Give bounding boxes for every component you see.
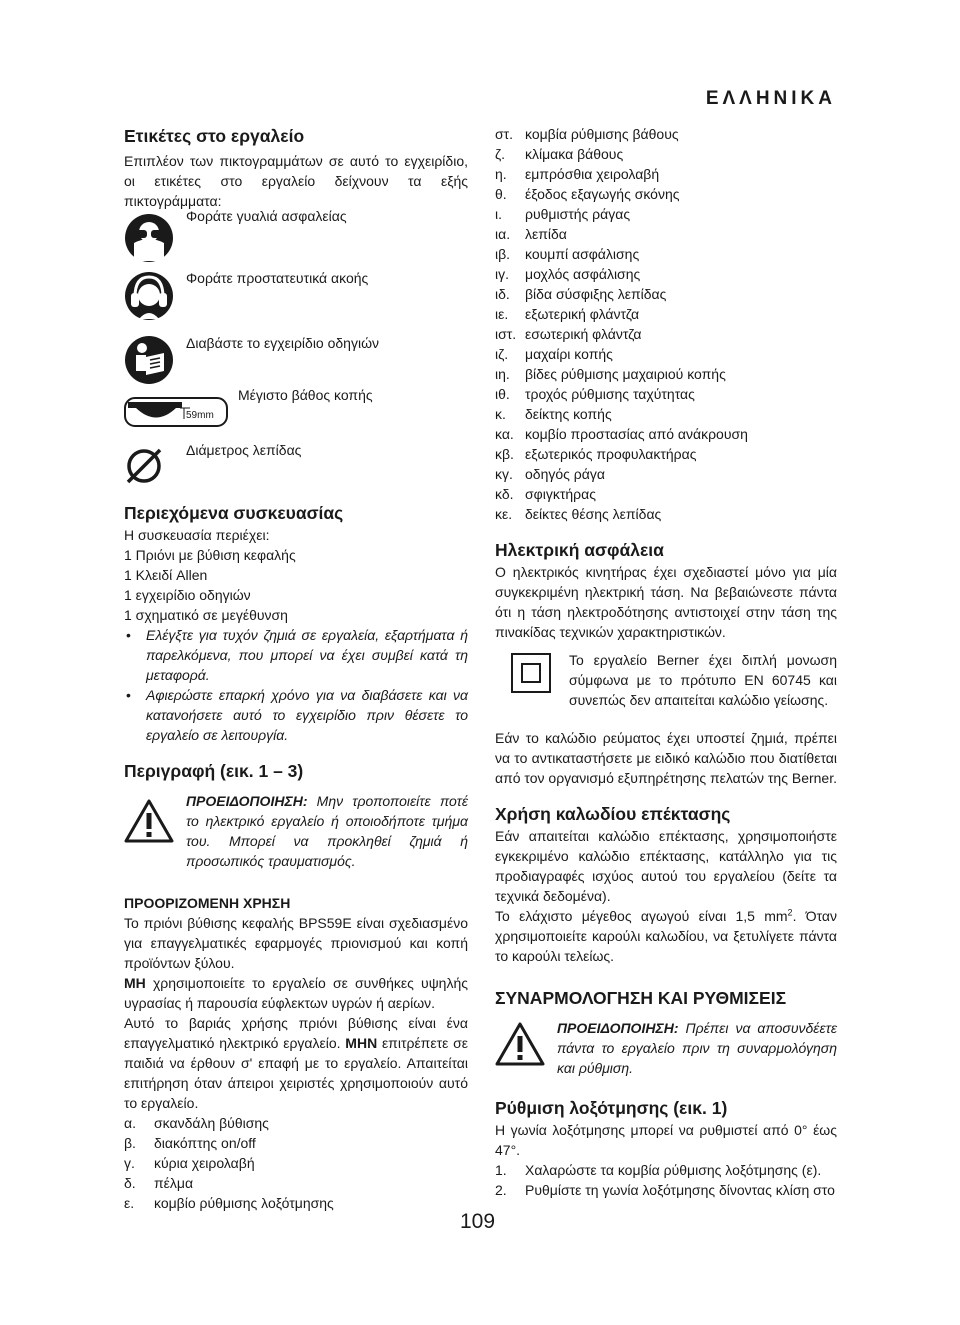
item-key: κβ. xyxy=(495,446,514,462)
list-item xyxy=(124,1113,468,1133)
list-item xyxy=(495,344,837,364)
bullet-item: • Ελέγξτε για τυχόν ζημιά σε εργαλεία, εξαρτήματα ή παρελκόμενα, που μπορεί να έχει συμβεί κατά τη μεταφορά. xyxy=(124,625,468,685)
warning-block-2 xyxy=(495,1018,837,1078)
item-value: διακόπτης on/off xyxy=(154,1135,256,1151)
picto-ear-row xyxy=(124,270,468,335)
intended-use-p3-a: Αυτό το βαριάς χρήσης πριόνι βύθισης είναι ένα επαγγελματικό ηλεκτρικό εργαλείο. xyxy=(124,1015,468,1051)
item-key: ε. xyxy=(124,1195,135,1211)
list-item xyxy=(495,264,837,284)
warning-label: ΠΡΟΕΙΔΟΠΟΙΗΣΗ: xyxy=(186,793,308,809)
list-item xyxy=(124,1193,468,1213)
package-line: 1 Πριόνι με βύθιση κεφαλής xyxy=(124,547,296,563)
intended-use-p1: Το πριόνι βύθισης κεφαλής BPS59E είναι σχεδιασμένο για επαγγελματικές εφαρμογές πριονισμού και κοπή προϊόντων ξύλου. xyxy=(124,915,468,971)
item-key: κ. xyxy=(495,406,506,422)
labels-heading: Ετικέτες στο εργαλείο xyxy=(124,126,305,146)
extension-cord-p2 xyxy=(495,906,837,966)
warning-label: ΠΡΟΕΙΔΟΠΟΙΗΣΗ: xyxy=(557,1020,679,1036)
superscript: 2 xyxy=(787,907,793,918)
extension-cord-p1: Εάν απαιτείται καλώδιο επέκτασης, χρησιμοποιήστε εγκεκριμένο καλώδιο επέκτασης, κατάλληλο για τις προδιαγραφές ισχύος αυτού του εργαλείου (δείτε τα τεχνικά δεδομένα). xyxy=(495,828,837,904)
intended-use-p3-b: επιτρέπετε σε παιδιά να έρθουν σ' επαφή με το εργαλείο. Απαιτείται επιτήρηση όταν άπειροι χειριστές χρησιμοποιούν αυτό το εργαλείο. xyxy=(124,1035,468,1111)
item-value: εξωτερική φλάντζα xyxy=(525,306,640,322)
warning-body: Μην τροποποιείτε ποτέ το ηλεκτρικό εργαλείο ή οποιοδήποτε τμήμα του. Μπορεί να προκληθεί ζημιά ή προσωπικός τραυματισμός. xyxy=(186,793,468,869)
item-key: ζ. xyxy=(495,146,506,162)
item-value: Ρυθμίστε τη γωνία λοξότμησης δίνοντας κλίση στο xyxy=(525,1182,835,1198)
parts-list-right xyxy=(495,124,837,524)
list-item xyxy=(495,464,837,484)
page-number: 109 xyxy=(460,1210,496,1233)
item-value: μαχαίρι κοπής xyxy=(525,346,613,362)
item-value: κομβίο προστασίας από ανάκρουση xyxy=(525,426,748,442)
item-key: κδ. xyxy=(495,486,514,502)
item-value: οδηγός ράγα xyxy=(525,466,605,482)
item-value: τροχός ρύθμισης ταχύτητας xyxy=(525,386,695,402)
list-item xyxy=(495,1180,837,1200)
description-heading: Περιγραφή (εικ. 1 – 3) xyxy=(124,761,304,781)
picto-manual-row xyxy=(124,335,468,391)
item-key: κα. xyxy=(495,426,514,442)
item-key: 1. xyxy=(495,1162,507,1178)
list-item xyxy=(495,504,837,524)
bevel-adjust-text: Η γωνία λοξότμησης μπορεί να ρυθμιστεί από 0° έως 47°. xyxy=(495,1122,837,1158)
assembly-heading: ΣΥΝΑΡΜΟΛΟΓΗΣΗ ΚΑΙ ΡΥΘΜΙΣΕΙΣ xyxy=(495,988,787,1008)
extension-cord-p2-b: . Όταν χρησιμοποιείτε καρούλι καλωδίου, να ξετυλίγετε πάντα το καρούλι τελείως. xyxy=(495,908,838,964)
package-line: 1 εγχειρίδιο οδηγιών xyxy=(124,587,251,603)
item-value: λεπίδα xyxy=(525,226,567,242)
double-insulation-text: Το εργαλείο Berner έχει διπλή μονωση σύμφωνα με το πρότυπο EN 60745 και συνεπώς δεν απαιτείται καλώδιο γείωσης. xyxy=(569,652,837,708)
package-line: Η συσκευασία περιέχει: xyxy=(124,527,270,543)
item-value: πέλμα xyxy=(154,1175,194,1191)
item-value: σφιγκτήρας xyxy=(525,486,596,502)
bullet-item: • Αφιερώστε επαρκή χρόνο για να διαβάσετε και να κατανοήσετε αυτό το εγχειρίδιο πριν θέσετε το εργαλείο σε λειτουργία. xyxy=(124,685,468,745)
item-value: εμπρόσθια χειρολαβή xyxy=(525,166,660,182)
item-value: Χαλαρώστε τα κομβία ρύθμισης λοξότμησης (ε). xyxy=(525,1162,822,1178)
picto-glasses-row xyxy=(124,208,468,273)
warning-body: Πρέπει να αποσυνδέετε πάντα το εργαλείο πριν τη συναρμολόγηση και ρύθμιση. xyxy=(557,1020,837,1076)
language-header: ΕΛΛΗΝΙΚΑ xyxy=(705,88,836,109)
item-key: ιγ. xyxy=(495,266,509,282)
item-key: ιε. xyxy=(495,306,509,322)
picto-depth-label: Μέγιστο βάθος κοπής xyxy=(238,387,373,403)
item-key: ιζ. xyxy=(495,346,509,362)
warning-icon xyxy=(495,1018,557,1078)
item-value: κουμπί ασφάλισης xyxy=(525,246,640,262)
list-item xyxy=(495,204,837,224)
package-heading: Περιεχόμενα συσκευασίας xyxy=(124,503,344,523)
emphasis: ΜΗ xyxy=(124,975,146,991)
read-manual-icon xyxy=(124,335,174,390)
picto-depth-row xyxy=(124,387,468,443)
list-item xyxy=(495,384,837,404)
item-value: δείκτης κοπής xyxy=(525,406,612,422)
list-item xyxy=(495,124,837,144)
safety-glasses-icon xyxy=(124,213,174,268)
list-item xyxy=(495,404,837,424)
item-value: δείκτες θέσης λεπίδας xyxy=(525,506,662,522)
item-key: ια. xyxy=(495,226,511,242)
list-item xyxy=(495,484,837,504)
warning-block xyxy=(124,791,468,871)
bevel-adjust-heading: Ρύθμιση λοξότμησης (εικ. 1) xyxy=(495,1098,728,1118)
item-value: εξωτερικός προφυλακτήρας xyxy=(525,446,697,462)
item-value: εσωτερική φλάντζα xyxy=(525,326,642,342)
intended-use-heading: ΠΡΟΟΡΙΖΟΜΕΝΗ ΧΡΗΣΗ xyxy=(124,895,291,911)
package-line: 1 Κλειδί Allen xyxy=(124,567,208,583)
item-value: κλίμακα βάθους xyxy=(525,146,624,162)
list-item xyxy=(124,1173,468,1193)
item-value: μοχλός ασφάλισης xyxy=(525,266,641,282)
item-value: βίδες ρύθμισης μαχαιριού κοπής xyxy=(525,366,726,382)
item-value: έξοδος εξαγωγής σκόνης xyxy=(525,186,680,202)
extension-cord-p2-a: Το ελάχιστο μέγεθος αγωγού είναι 1,5 mm xyxy=(495,908,788,924)
item-key: κγ. xyxy=(495,466,513,482)
item-key: γ. xyxy=(124,1155,135,1171)
package-bullets xyxy=(124,625,468,745)
list-item xyxy=(495,144,837,164)
list-item xyxy=(495,424,837,444)
extension-cord-heading: Χρήση καλωδίου επέκτασης xyxy=(495,804,731,824)
list-item xyxy=(495,444,837,464)
item-key: α. xyxy=(124,1115,136,1131)
labels-intro: Επιπλέον των πικτογραμμάτων σε αυτό το εγχειρίδιο, οι ετικέτες στο εργαλείο δείχνουν τα εξής πικτογράμματα: xyxy=(124,153,468,209)
item-key: ιβ. xyxy=(495,246,511,262)
intended-use-p2 xyxy=(124,973,468,1013)
list-item xyxy=(495,244,837,264)
list-item xyxy=(495,284,837,304)
bevel-steps xyxy=(495,1160,837,1200)
electrical-safety-p1: Ο ηλεκτρικός κινητήρας έχει σχεδιαστεί μόνο για μία συγκεκριμένη ηλεκτρική τάση. Να βεβαιώνεστε πάντα ότι η τάση ηλεκτροδότησης αντιστοιχεί στην τάση της πινακίδας τεχνικών χαρακτηριστικών. xyxy=(495,564,837,640)
left-column xyxy=(124,124,468,1213)
ear-protection-icon xyxy=(124,271,174,326)
item-key: κε. xyxy=(495,506,513,522)
picto-ear-label: Φοράτε προστατευτικά ακοής xyxy=(186,270,369,286)
item-key: 2. xyxy=(495,1182,507,1198)
list-item xyxy=(495,184,837,204)
picto-glasses-label: Φοράτε γυαλιά ασφαλείας xyxy=(186,208,347,224)
item-key: στ. xyxy=(495,126,514,142)
picto-diameter-row xyxy=(124,443,468,495)
diameter-icon xyxy=(124,446,164,491)
item-key: ι. xyxy=(495,206,502,222)
picto-diameter-label: Διάμετρος λεπίδας xyxy=(186,442,302,458)
package-line: 1 σχηματικό σε μεγέθυνση xyxy=(124,607,288,623)
list-item xyxy=(124,1153,468,1173)
list-item xyxy=(495,224,837,244)
item-value: σκανδάλη βύθισης xyxy=(154,1115,269,1131)
warning-text-2 xyxy=(557,1018,837,1078)
item-value: ρυθμιστής ράγας xyxy=(525,206,631,222)
list-item xyxy=(495,364,837,384)
item-key: θ. xyxy=(495,186,507,202)
emphasis: ΜΗΝ xyxy=(345,1035,378,1051)
intended-use-p2-body: χρησιμοποιείτε το εργαλείο σε συνθήκες υψηλής υγρασίας ή παρουσία εύφλεκτων υγρών ή αερίων. xyxy=(124,975,468,1011)
right-column xyxy=(495,124,837,1200)
list-item xyxy=(495,304,837,324)
item-key: η. xyxy=(495,166,507,182)
parts-list-left xyxy=(124,1113,468,1213)
warning-text xyxy=(186,791,468,871)
item-key: ιστ. xyxy=(495,326,517,342)
intended-use-p3 xyxy=(124,1013,468,1113)
double-insulation-icon xyxy=(511,653,551,693)
list-item xyxy=(495,324,837,344)
item-value: κομβία ρύθμισης βάθους xyxy=(525,126,679,142)
electrical-safety-heading: Ηλεκτρική ασφάλεια xyxy=(495,540,664,560)
list-item xyxy=(124,1133,468,1153)
item-key: β. xyxy=(124,1135,136,1151)
item-value: κομβίο ρύθμισης λοξότμησης xyxy=(154,1195,334,1211)
item-key: δ. xyxy=(124,1175,136,1191)
picto-manual-label: Διαβάστε το εγχειρίδιο οδηγιών xyxy=(186,335,380,351)
list-item xyxy=(495,164,837,184)
warning-icon xyxy=(124,791,186,871)
item-value: βίδα σύσφιξης λεπίδας xyxy=(525,286,667,302)
item-key: ιθ. xyxy=(495,386,510,402)
list-item xyxy=(495,1160,837,1180)
item-key: ιη. xyxy=(495,366,510,382)
depth-value-label: 59mm xyxy=(186,410,214,421)
item-key: ιδ. xyxy=(495,286,510,302)
double-insulation-block xyxy=(495,650,837,710)
electrical-safety-p2: Εάν το καλώδιο ρεύματος έχει υποστεί ζημιά, πρέπει να το αντικαταστήσετε με ειδικό καλώδιο που διατίθεται από τον οργανισμό εξυπηρέτησης πελατών της Berner. xyxy=(495,730,837,786)
item-value: κύρια χειρολαβή xyxy=(154,1155,255,1171)
